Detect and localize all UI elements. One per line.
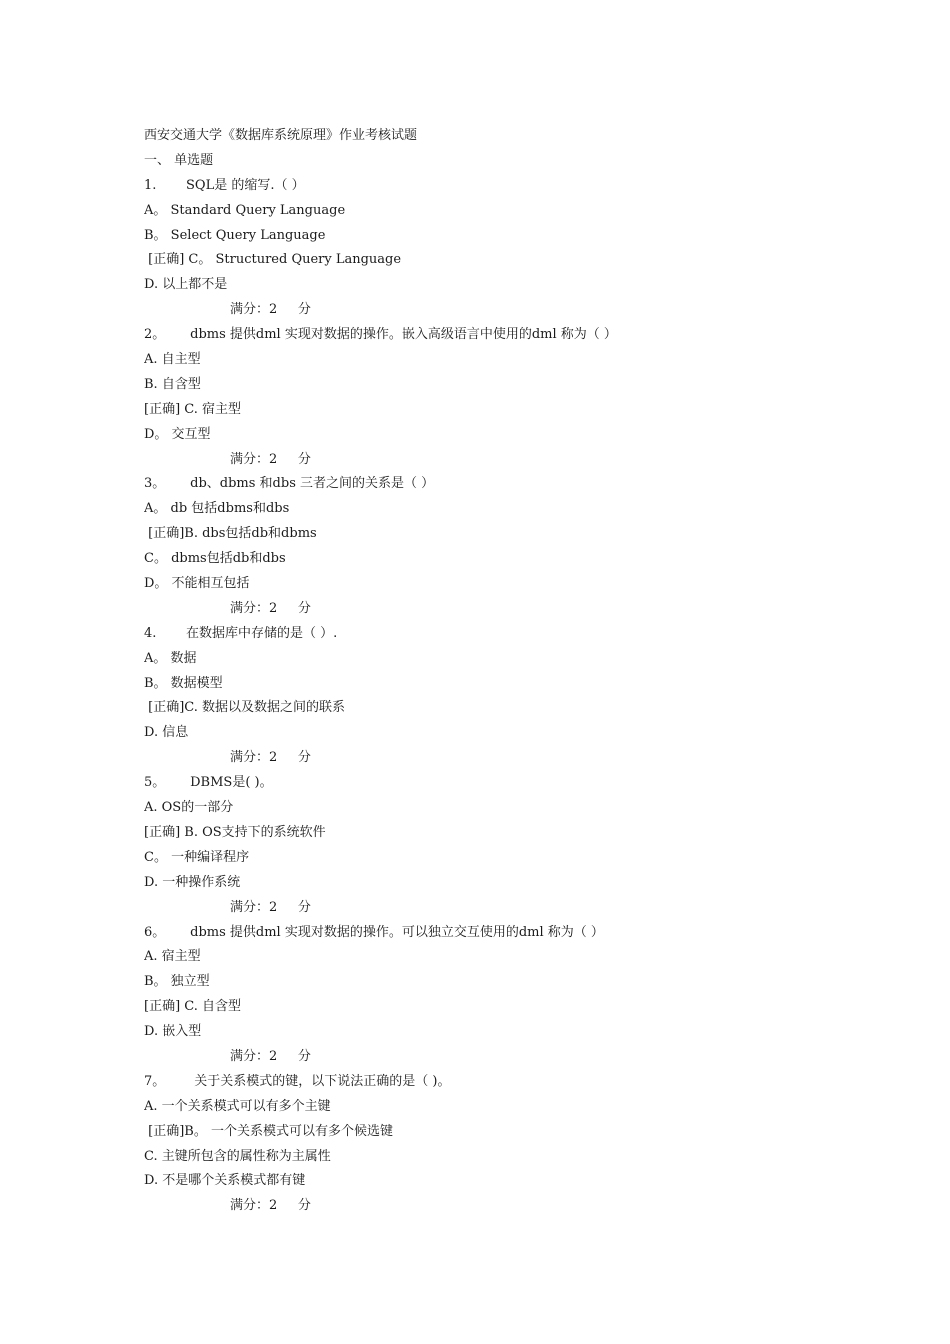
- document-title: 西安交通大学《数据库系统原理》作业考核试题: [144, 128, 418, 143]
- question-number: 2。: [144, 327, 166, 343]
- score-line: 满分：2 分: [230, 600, 311, 616]
- question-stem: [144, 472, 864, 497]
- question-text: 关于关系模式的键，以下说法正确的是（ )。: [186, 1073, 451, 1089]
- answer-option: [正确] B. OS支持下的系统软件: [144, 824, 326, 840]
- question-text: SQL是 的缩写.（ ）: [186, 177, 305, 193]
- answer-option: D. 嵌入型: [144, 1024, 202, 1040]
- question-number: 7。: [144, 1073, 166, 1089]
- answer-option: D. 以上都不是: [144, 277, 228, 293]
- question-number: 1.: [144, 177, 157, 193]
- section-heading: 一、 单选题: [144, 152, 214, 168]
- answer-option: A。 db 包括dbms和dbs: [144, 501, 290, 517]
- question-number: 6。: [144, 924, 166, 940]
- answer-option: B。 Select Query Language: [144, 227, 326, 243]
- answer-option: [正确]B. dbs包括db和dbms: [144, 526, 317, 542]
- answer-option: A. 一个关系模式可以有多个主键: [144, 1098, 331, 1114]
- question-block: [144, 622, 864, 771]
- question-number: 5。: [144, 775, 166, 791]
- question-stem: [144, 323, 864, 348]
- score-line: 满分：2 分: [230, 899, 311, 915]
- question-block: [144, 921, 864, 1070]
- question-number: 3。: [144, 476, 166, 492]
- question-stem: [144, 921, 864, 946]
- answer-option: [正确]C. 数据以及数据之间的联系: [144, 700, 346, 716]
- answer-option: A. 宿主型: [144, 949, 201, 965]
- answer-option: C. 主键所包含的属性称为主属性: [144, 1148, 331, 1164]
- document-page: [144, 124, 864, 1219]
- score-line: 满分：2 分: [230, 750, 311, 766]
- score-line: 满分：2 分: [230, 451, 311, 467]
- question-text: 在数据库中存储的是（ ）.: [186, 625, 338, 641]
- question-stem: [144, 1070, 864, 1095]
- question-text: dbms 提供dml 实现对数据的操作。可以独立交互使用的dml 称为（ ）: [186, 924, 604, 940]
- answer-option: A. OS的一部分: [144, 800, 234, 816]
- score-line: 满分：2 分: [230, 302, 311, 318]
- answer-option: D。 不能相互包括: [144, 576, 250, 592]
- question-stem: [144, 174, 864, 199]
- answer-option: C。 dbms包括db和dbs: [144, 551, 286, 567]
- answer-option: [正确] C. 自含型: [144, 999, 242, 1015]
- answer-option: A. 自主型: [144, 352, 201, 368]
- question-block: [144, 771, 864, 920]
- question-text: DBMS是( )。: [186, 775, 273, 791]
- answer-option: A。 Standard Query Language: [144, 202, 346, 218]
- question-block: [144, 323, 864, 472]
- question-text: db、dbms 和dbs 三者之间的关系是（ ）: [186, 476, 435, 492]
- answer-option: D. 不是哪个关系模式都有键: [144, 1173, 306, 1189]
- question-list: [144, 174, 864, 1219]
- answer-option: A。 数据: [144, 650, 197, 666]
- question-stem: [144, 622, 864, 647]
- answer-option: [正确]B。 一个关系模式可以有多个候选键: [144, 1123, 393, 1139]
- answer-option: [正确] C。 Structured Query Language: [144, 252, 402, 268]
- score-line: 满分：2 分: [230, 1198, 311, 1214]
- answer-option: C。 一种编译程序: [144, 849, 250, 865]
- question-number: 4.: [144, 625, 157, 641]
- question-stem: [144, 771, 864, 796]
- answer-option: D. 一种操作系统: [144, 874, 241, 890]
- question-block: [144, 1070, 864, 1219]
- answer-option: B. 自含型: [144, 376, 201, 392]
- question-block: [144, 472, 864, 621]
- score-line: 满分：2 分: [230, 1048, 311, 1064]
- answer-option: D。 交互型: [144, 426, 211, 442]
- answer-option: B。 数据模型: [144, 675, 223, 691]
- answer-option: D. 信息: [144, 725, 189, 741]
- answer-option: B。 独立型: [144, 974, 210, 990]
- answer-option: [正确] C. 宿主型: [144, 401, 242, 417]
- question-block: [144, 174, 864, 323]
- question-text: dbms 提供dml 实现对数据的操作。嵌入高级语言中使用的dml 称为（ ）: [186, 327, 617, 343]
